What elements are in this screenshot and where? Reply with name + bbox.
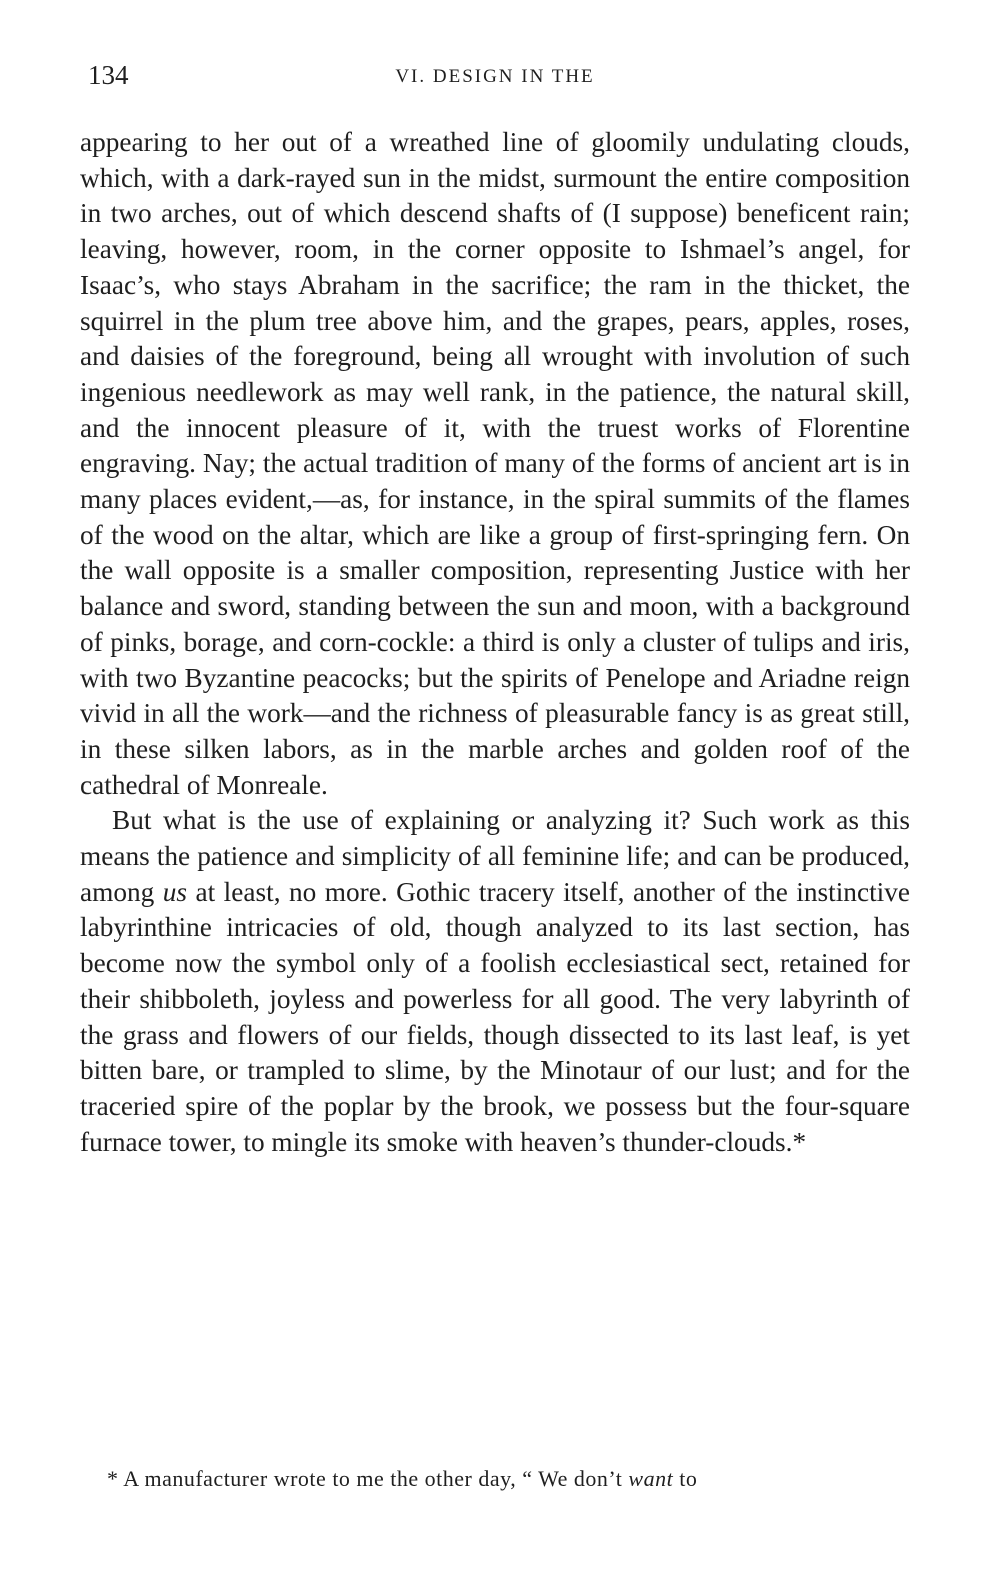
footnote-text: to: [673, 1466, 698, 1491]
paragraph: appearing to her out of a wreathed line of gloomily undulating clouds, which, with a dark-rayed sun in the midst, surmount the entire composition in two arches, out of which descend shafts of (I suppose) beneficent rain; leaving, however, room, in the corner opposite to Ishmael’s angel, for Isaac’s, who stays Abraham in the sacrifice; the ram in the thicket, the squirrel in the plum tree above him, and the grapes, pears, apples, roses, and daisies of the foreground, being all wrought with involution of such ingenious needlework as may well rank, in the patience, the natural skill, and the innocent pleasure of it, with the truest works of Florentine engraving. Nay; the actual tradition of many of the forms of ancient art is in many places evident,—as, for instance, in the spiral summits of the flames of the wood on the altar, which are like a group of first-springing fern. On the wall opposite is a smaller composition, representing Justice with her balance and sword, standing between the sun and moon, with a background of pinks, borage, and corn-cockle: a third is only a cluster of tulips and iris, with two Byzantine peacocks; but the spirits of Penelope and Ariadne reign vivid in all the work—and the richness of pleasurable fancy is as great still, in these silken labors, as in the marble arches and golden roof of the cathedral of Monreale.: [80, 127, 910, 800]
footnote-emphasis: want: [628, 1466, 674, 1491]
emphasis-text: us: [162, 876, 188, 907]
paragraph-text: But what is the use of explaining or analyzing it? Such work as this means the patience and simplicity of all feminine life; and can be produced, among: [80, 805, 910, 907]
paragraph-text: at least, no more. Gothic tracery itself, another of the instinctive labyrinthine intricacies of old, though analyzed to its last section, has become now the symbol only of a foolish ecclesiastical sect, retained for their shibboleth, joyless and powerless for all good. The very labyrinth of the grass and flowers of our fields, though dissected to its last leaf, is yet bitten bare, or trampled to slime, by the Minotaur of our lust; and for the traceried spire of the poplar by the brook, we possess but the four-square furnace tower, to mingle its smoke with heaven’s thunder-clouds.*: [80, 876, 910, 1157]
footnote: [107, 1466, 907, 1492]
running-head: VI. DESIGN IN THE: [395, 66, 595, 87]
body-text: [80, 125, 910, 1160]
page-number: 134: [88, 60, 129, 90]
page-header: [80, 60, 910, 96]
paragraph: [80, 803, 910, 1160]
footnote-text: * A manufacturer wrote to me the other day, “ We don’t: [107, 1466, 629, 1491]
